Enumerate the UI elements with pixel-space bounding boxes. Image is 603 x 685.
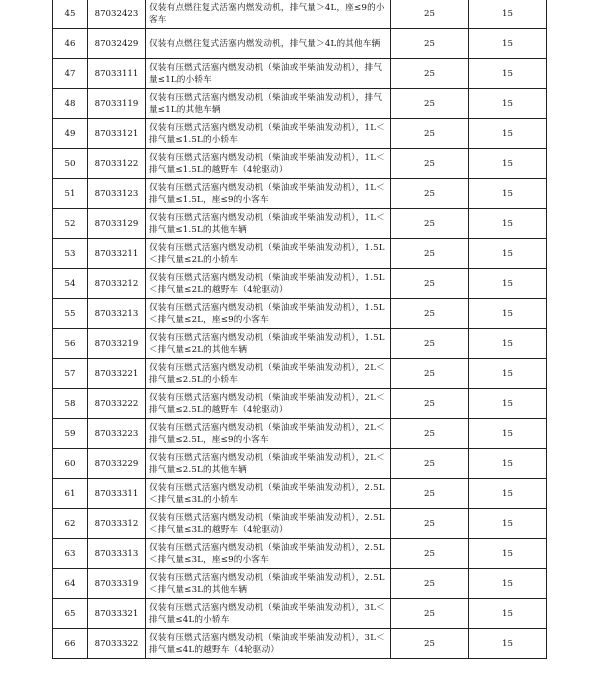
commodity-description: 仅装有压燃式活塞内燃发动机（柴油或半柴油发动机），1L＜排气量≤1.5L，座≤9的小客车 <box>146 179 391 209</box>
commodity-description: 仅装有压燃式活塞内燃发动机（柴油或半柴油发动机），1.5L＜排气量≤2L，座≤9的小客车 <box>146 299 391 329</box>
commodity-code: 87033122 <box>88 149 146 179</box>
commodity-description: 仅装有压燃式活塞内燃发动机（柴油或半柴油发动机），2.5L＜排气量≤3L的越野车（4轮驱动） <box>146 509 391 539</box>
tariff-rate-b: 15 <box>469 569 547 599</box>
tariff-rate-a: 25 <box>391 29 469 59</box>
commodity-code: 87033319 <box>88 569 146 599</box>
table-row <box>53 209 547 239</box>
tariff-rate-a: 25 <box>391 179 469 209</box>
table-row <box>53 449 547 479</box>
row-number: 48 <box>53 89 88 119</box>
row-number: 65 <box>53 599 88 629</box>
tariff-rate-b: 15 <box>469 539 547 569</box>
commodity-code: 87033213 <box>88 299 146 329</box>
commodity-description: 仅装有压燃式活塞内燃发动机（柴油或半柴油发动机），2.5L＜排气量≤3L，座≤9的小客车 <box>146 539 391 569</box>
commodity-description: 仅装有压燃式活塞内燃发动机（柴油或半柴油发动机），1.5L＜排气量≤2L的越野车（4轮驱动） <box>146 269 391 299</box>
tariff-rate-b: 15 <box>469 629 547 659</box>
commodity-description: 仅装有压燃式活塞内燃发动机（柴油或半柴油发动机），2L＜排气量≤2.5L的小轿车 <box>146 359 391 389</box>
commodity-code: 87033313 <box>88 539 146 569</box>
tariff-rate-a: 25 <box>391 269 469 299</box>
tariff-rate-b: 15 <box>469 59 547 89</box>
row-number: 51 <box>53 179 88 209</box>
commodity-code: 87033219 <box>88 329 146 359</box>
commodity-description: 仅装有压燃式活塞内燃发动机（柴油或半柴油发动机），1L＜排气量≤1.5L的越野车（4轮驱动） <box>146 149 391 179</box>
tariff-rate-a: 25 <box>391 299 469 329</box>
table-row <box>53 629 547 659</box>
tariff-rate-a: 25 <box>391 629 469 659</box>
tariff-rate-a: 25 <box>391 119 469 149</box>
tariff-rate-b: 15 <box>469 149 547 179</box>
table-row <box>53 479 547 509</box>
commodity-code: 87033222 <box>88 389 146 419</box>
tariff-table <box>52 0 547 659</box>
table-row <box>53 149 547 179</box>
tariff-rate-b: 15 <box>469 209 547 239</box>
commodity-code: 87033321 <box>88 599 146 629</box>
tariff-rate-b: 15 <box>469 269 547 299</box>
table-row <box>53 509 547 539</box>
tariff-rate-a: 25 <box>391 0 469 29</box>
commodity-code: 87033211 <box>88 239 146 269</box>
commodity-code: 87033212 <box>88 269 146 299</box>
row-number: 56 <box>53 329 88 359</box>
table-row <box>53 329 547 359</box>
row-number: 55 <box>53 299 88 329</box>
row-number: 59 <box>53 419 88 449</box>
commodity-code: 87033123 <box>88 179 146 209</box>
tariff-rate-b: 15 <box>469 29 547 59</box>
commodity-description: 仅装有压燃式活塞内燃发动机（柴油或半柴油发动机），1.5L＜排气量≤2L的小轿车 <box>146 239 391 269</box>
row-number: 49 <box>53 119 88 149</box>
tariff-rate-b: 15 <box>469 509 547 539</box>
row-number: 50 <box>53 149 88 179</box>
table-row <box>53 419 547 449</box>
commodity-code: 87033322 <box>88 629 146 659</box>
row-number: 45 <box>53 0 88 29</box>
commodity-description: 仅装有压燃式活塞内燃发动机（柴油或半柴油发动机），1L＜排气量≤1.5L的小轿车 <box>146 119 391 149</box>
tariff-rate-a: 25 <box>391 329 469 359</box>
table-row <box>53 59 547 89</box>
commodity-code: 87032423 <box>88 0 146 29</box>
table-row <box>53 89 547 119</box>
commodity-description: 仅装有压燃式活塞内燃发动机（柴油或半柴油发动机），排气量≤1L的其他车辆 <box>146 89 391 119</box>
row-number: 47 <box>53 59 88 89</box>
tariff-rate-a: 25 <box>391 509 469 539</box>
table-row <box>53 569 547 599</box>
table-row <box>53 299 547 329</box>
row-number: 66 <box>53 629 88 659</box>
table-row <box>53 119 547 149</box>
commodity-description: 仅装有压燃式活塞内燃发动机（柴油或半柴油发动机），2L＜排气量≤2.5L的越野车（4轮驱动） <box>146 389 391 419</box>
table-row <box>53 599 547 629</box>
tariff-rate-a: 25 <box>391 599 469 629</box>
tariff-rate-a: 25 <box>391 539 469 569</box>
tariff-rate-b: 15 <box>469 389 547 419</box>
commodity-description: 仅装有压燃式活塞内燃发动机（柴油或半柴油发动机），2.5L＜排气量≤3L的其他车辆 <box>146 569 391 599</box>
tariff-rate-a: 25 <box>391 479 469 509</box>
commodity-description: 仅装有压燃式活塞内燃发动机（柴油或半柴油发动机），2L＜排气量≤2.5L的其他车辆 <box>146 449 391 479</box>
row-number: 57 <box>53 359 88 389</box>
table-row <box>53 239 547 269</box>
tariff-rate-b: 15 <box>469 239 547 269</box>
tariff-rate-b: 15 <box>469 119 547 149</box>
commodity-code: 87032429 <box>88 29 146 59</box>
commodity-description: 仅装有压燃式活塞内燃发动机（柴油或半柴油发动机），排气量≤1L的小轿车 <box>146 59 391 89</box>
commodity-code: 87033311 <box>88 479 146 509</box>
tariff-rate-b: 15 <box>469 359 547 389</box>
commodity-description: 仅装有压燃式活塞内燃发动机（柴油或半柴油发动机），1.5L＜排气量≤2L的其他车辆 <box>146 329 391 359</box>
commodity-description: 仅装有压燃式活塞内燃发动机（柴油或半柴油发动机），3L＜排气量≤4L的小轿车 <box>146 599 391 629</box>
commodity-code: 87033121 <box>88 119 146 149</box>
row-number: 53 <box>53 239 88 269</box>
commodity-description: 仅装有压燃式活塞内燃发动机（柴油或半柴油发动机），3L＜排气量≤4L的越野车（4轮驱动） <box>146 629 391 659</box>
tariff-rate-a: 25 <box>391 89 469 119</box>
tariff-rate-b: 15 <box>469 479 547 509</box>
row-number: 52 <box>53 209 88 239</box>
row-number: 62 <box>53 509 88 539</box>
tariff-rate-a: 25 <box>391 359 469 389</box>
tariff-rate-b: 15 <box>469 419 547 449</box>
commodity-code: 87033129 <box>88 209 146 239</box>
tariff-rate-a: 25 <box>391 389 469 419</box>
commodity-description: 仅装有压燃式活塞内燃发动机（柴油或半柴油发动机），2L＜排气量≤2.5L，座≤9的小客车 <box>146 419 391 449</box>
tariff-rate-a: 25 <box>391 239 469 269</box>
tariff-rate-a: 25 <box>391 59 469 89</box>
tariff-rate-b: 15 <box>469 179 547 209</box>
row-number: 54 <box>53 269 88 299</box>
row-number: 61 <box>53 479 88 509</box>
tariff-rate-a: 25 <box>391 419 469 449</box>
tariff-rate-b: 15 <box>469 449 547 479</box>
row-number: 64 <box>53 569 88 599</box>
commodity-code: 87033229 <box>88 449 146 479</box>
commodity-code: 87033223 <box>88 419 146 449</box>
row-number: 58 <box>53 389 88 419</box>
commodity-code: 87033221 <box>88 359 146 389</box>
tariff-rate-b: 15 <box>469 89 547 119</box>
tariff-rate-a: 25 <box>391 149 469 179</box>
table-row <box>53 29 547 59</box>
tariff-table-body <box>53 0 547 659</box>
table-row <box>53 539 547 569</box>
tariff-rate-b: 15 <box>469 329 547 359</box>
tariff-rate-b: 15 <box>469 599 547 629</box>
table-row <box>53 179 547 209</box>
table-row <box>53 389 547 419</box>
table-row <box>53 0 547 29</box>
commodity-code: 87033312 <box>88 509 146 539</box>
commodity-code: 87033119 <box>88 89 146 119</box>
tariff-rate-a: 25 <box>391 569 469 599</box>
tariff-rate-a: 25 <box>391 209 469 239</box>
table-row <box>53 359 547 389</box>
tariff-rate-b: 15 <box>469 0 547 29</box>
row-number: 46 <box>53 29 88 59</box>
commodity-description: 仅装有点燃往复式活塞内燃发动机，排气量＞4L的其他车辆 <box>146 29 391 59</box>
commodity-description: 仅装有压燃式活塞内燃发动机（柴油或半柴油发动机），1L＜排气量≤1.5L的其他车辆 <box>146 209 391 239</box>
row-number: 63 <box>53 539 88 569</box>
commodity-description: 仅装有压燃式活塞内燃发动机（柴油或半柴油发动机），2.5L＜排气量≤3L的小轿车 <box>146 479 391 509</box>
commodity-code: 87033111 <box>88 59 146 89</box>
tariff-rate-b: 15 <box>469 299 547 329</box>
table-row <box>53 269 547 299</box>
commodity-description: 仅装有点燃往复式活塞内燃发动机，排气量＞4L，座≤9的小客车 <box>146 0 391 29</box>
tariff-rate-a: 25 <box>391 449 469 479</box>
row-number: 60 <box>53 449 88 479</box>
